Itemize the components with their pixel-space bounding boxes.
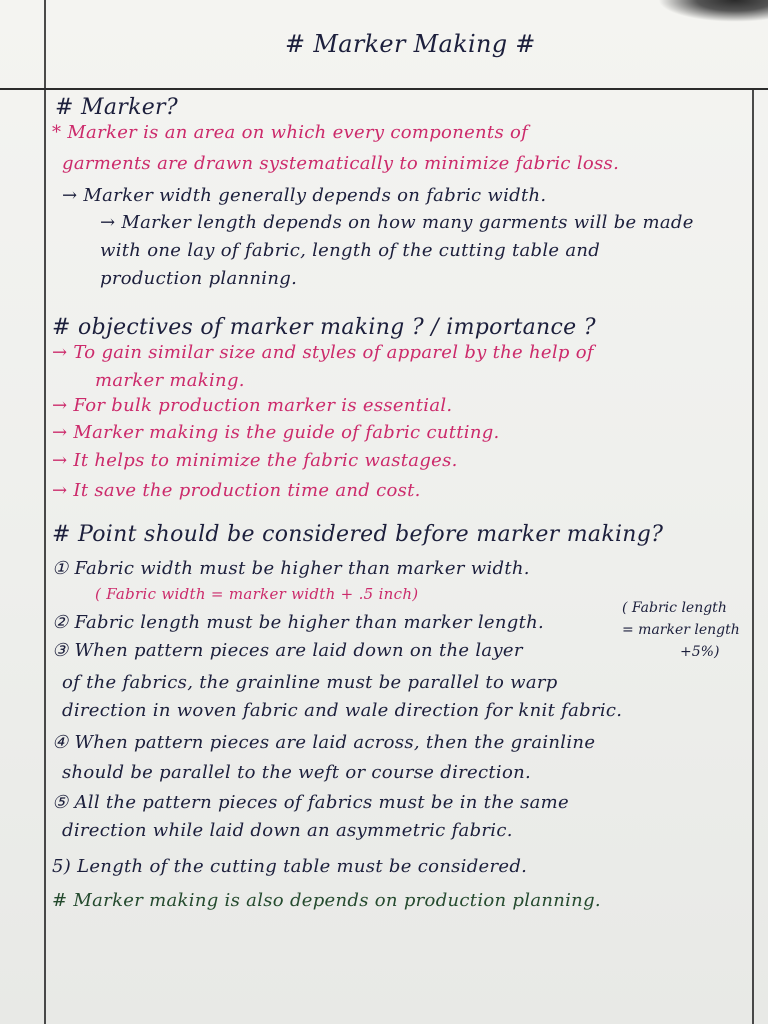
note-line: # Point should be considered before marker making? bbox=[52, 522, 664, 547]
note-line: of the fabrics, the grainline must be parallel to warp bbox=[62, 672, 558, 693]
note-line: ④ When pattern pieces are laid across, then the grainline bbox=[52, 732, 596, 753]
note-line: # Marker? bbox=[55, 95, 178, 120]
side-note-line-3: +5%) bbox=[680, 644, 720, 660]
note-line: ① Fabric width must be higher than marker width. bbox=[52, 558, 530, 579]
note-line: → Marker making is the guide of fabric cutting. bbox=[52, 422, 500, 443]
note-line: 5) Length of the cutting table must be considered. bbox=[52, 856, 528, 877]
note-line: direction in woven fabric and wale direction for knit fabric. bbox=[62, 700, 623, 721]
side-note-line-2: = marker length bbox=[622, 622, 740, 638]
note-line: ( Fabric width = marker width + .5 inch) bbox=[95, 585, 419, 603]
note-line: → To gain similar size and styles of apparel by the help of bbox=[52, 342, 594, 363]
note-line: should be parallel to the weft or course direction. bbox=[62, 762, 532, 783]
note-line: production planning. bbox=[100, 268, 298, 289]
note-line: → For bulk production marker is essential. bbox=[52, 395, 453, 416]
note-line: ⑤ All the pattern pieces of fabrics must be in the same bbox=[52, 792, 569, 813]
note-line: * Marker is an area on which every components of bbox=[52, 122, 529, 143]
left-margin-line bbox=[44, 0, 46, 1024]
page-title: # Marker Making # bbox=[285, 30, 536, 58]
note-line: direction while laid down an asymmetric fabric. bbox=[62, 820, 513, 841]
note-line: # objectives of marker making ? / importance ? bbox=[52, 315, 596, 340]
note-line: ③ When pattern pieces are laid down on the layer bbox=[52, 640, 523, 661]
right-margin-line bbox=[752, 90, 754, 1024]
note-line: marker making. bbox=[95, 370, 245, 391]
page-corner-shadow bbox=[658, 0, 768, 22]
note-line: # Marker making is also depends on production planning. bbox=[52, 890, 601, 911]
note-line: → Marker length depends on how many garments will be made bbox=[100, 212, 694, 233]
note-line: → Marker width generally depends on fabric width. bbox=[62, 185, 547, 206]
side-note-line-1: ( Fabric length bbox=[622, 600, 727, 616]
header-rule bbox=[0, 88, 768, 90]
note-line: → It save the production time and cost. bbox=[52, 480, 421, 501]
note-line: ② Fabric length must be higher than marker length. bbox=[52, 612, 545, 633]
note-line: → It helps to minimize the fabric wastages. bbox=[52, 450, 458, 471]
note-line: garments are drawn systematically to minimize fabric loss. bbox=[62, 153, 620, 174]
note-line: with one lay of fabric, length of the cutting table and bbox=[100, 240, 601, 261]
